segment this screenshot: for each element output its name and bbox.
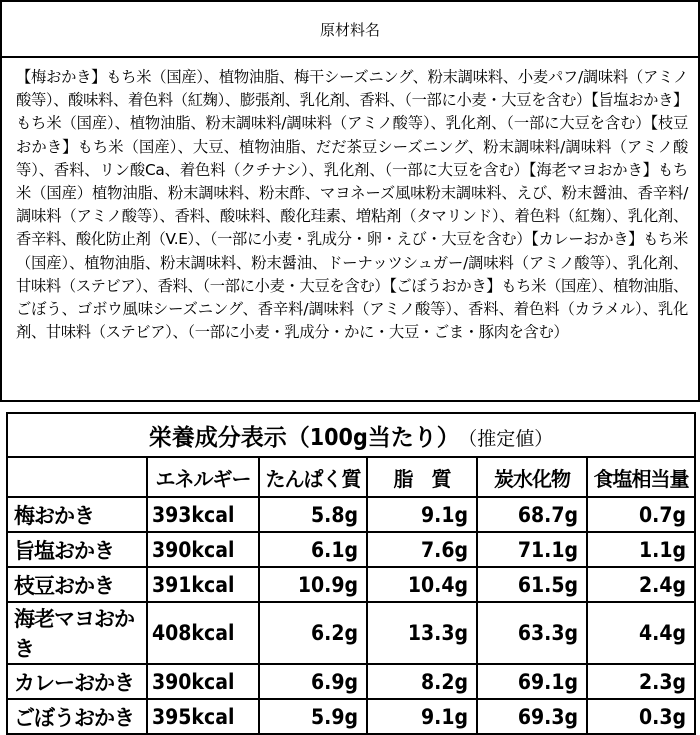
row-fat: 7.6g (367, 532, 477, 567)
row-name: 梅おかき (7, 497, 147, 532)
nutrition-header-row (7, 457, 695, 497)
row-salt: 2.4g (587, 567, 695, 602)
row-carbohydrate: 61.5g (477, 567, 587, 602)
row-protein: 5.9g (259, 699, 367, 734)
row-protein: 6.1g (259, 532, 367, 567)
nutrition-title-row (7, 413, 695, 457)
row-fat: 10.4g (367, 567, 477, 602)
row-energy: 390kcal (147, 664, 259, 699)
row-energy: 395kcal (147, 699, 259, 734)
row-carbohydrate: 63.3g (477, 602, 587, 664)
row-fat: 9.1g (367, 699, 477, 734)
row-salt: 0.7g (587, 497, 695, 532)
row-name: ごぼうおかき (7, 699, 147, 734)
table-row (7, 664, 695, 699)
row-fat: 9.1g (367, 497, 477, 532)
row-salt: 4.4g (587, 602, 695, 664)
row-carbohydrate: 69.1g (477, 664, 587, 699)
row-carbohydrate: 69.3g (477, 699, 587, 734)
row-salt: 1.1g (587, 532, 695, 567)
row-name: 旨塩おかき (7, 532, 147, 567)
row-name: カレーおかき (7, 664, 147, 699)
ingredients-text: 【梅おかき】もち米（国産）、植物油脂、梅干シーズニング、粉末調味料、小麦パフ/調味料（アミノ酸等）、酸味料、着色料（紅麹）、膨張剤、乳化剤、香料、（一部に小麦・大豆を含む）【旨塩おかき】もち米（国産）、植物油脂、粉末調味料/調味料（アミノ酸等）、乳化剤、（一部に大豆を含む）【枝豆おかき】もち米（国産）、大豆、植物油脂、だだ茶豆シーズニング、粉末調味料/調味料（アミノ酸等）、香料、リン酸Ca、着色料（クチナシ）、乳化剤、（一部に大豆を含む）【海老マヨおかき】もち米（国産）植物油脂、粉末調味料、粉末酢、マヨネーズ風味粉末調味料、えび、粉末醤油、香辛料/調味料（アミノ酸等）、香料、酸味料、酸化珪素、増粘剤（タマリンド）、着色料（紅麹）、乳化剤、香辛料、酸化防止剤（V.E）、（一部に小麦・乳成分・卵・えび・大豆を含む）【カレーおかき】もち米（国産）、植物油脂、粉末調味料、粉末醤油、ドーナッツシュガー/調味料（アミノ酸等）、乳化剤、甘味料（ステビア）、香料、（一部に小麦・大豆を含む）【ごぼうおかき】もち米（国産）、植物油脂、ごぼう、ゴボウ風味シーズニング、香辛料/調味料（アミノ酸等）、香料、着色料（カラメル）、乳化剤、甘味料（ステビア）、（一部に小麦・乳成分・かに・大豆・ごま・豚肉を含む） (16, 68, 688, 342)
table-row (7, 497, 695, 532)
row-fat: 13.3g (367, 602, 477, 664)
table-row (7, 602, 695, 664)
row-energy: 390kcal (147, 532, 259, 567)
table-row (7, 567, 695, 602)
row-salt: 2.3g (587, 664, 695, 699)
row-salt: 0.3g (587, 699, 695, 734)
row-protein: 6.2g (259, 602, 367, 664)
table-row (7, 532, 695, 567)
header-energy: エネルギー (147, 457, 259, 497)
row-name: 枝豆おかき (7, 567, 147, 602)
row-energy: 391kcal (147, 567, 259, 602)
row-energy: 408kcal (147, 602, 259, 664)
header-carbohydrate: 炭水化物 (477, 457, 587, 497)
row-protein: 10.9g (259, 567, 367, 602)
nutrition-estimate-note: （推定値） (467, 427, 554, 450)
header-corner (7, 457, 147, 497)
row-carbohydrate: 71.1g (477, 532, 587, 567)
row-protein: 6.9g (259, 664, 367, 699)
row-protein: 5.8g (259, 497, 367, 532)
header-fat: 脂 質 (367, 457, 477, 497)
nutrition-title: 栄養成分表示（100g当たり） (148, 424, 460, 451)
row-energy: 393kcal (147, 497, 259, 532)
row-carbohydrate: 68.7g (477, 497, 587, 532)
table-row (7, 699, 695, 734)
nutrition-table (6, 412, 696, 735)
nutrition-title-cell (7, 413, 695, 457)
header-salt: 食塩相当量 (587, 457, 695, 497)
row-name: 海老マヨおかき (7, 602, 147, 664)
header-protein: たんぱく質 (259, 457, 367, 497)
row-fat: 8.2g (367, 664, 477, 699)
ingredients-header: 原材料名 (2, 2, 698, 58)
